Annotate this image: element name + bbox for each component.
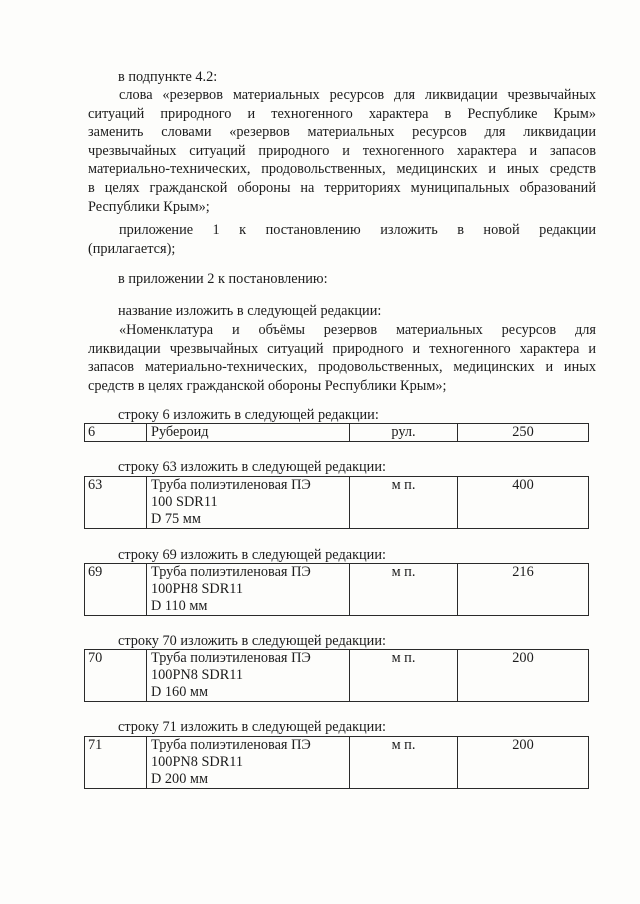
cell-unit: рул.	[350, 424, 458, 442]
text-line: ситуаций природного и техногенного характера в Республике Крым»	[88, 105, 596, 122]
row-caption: строку 69 изложить в следующей редакции:	[118, 547, 386, 563]
replacement-table	[84, 649, 589, 702]
row-caption: строку 71 изложить в следующей редакции:	[118, 719, 386, 735]
replacement-table	[84, 423, 589, 442]
name-line: 100PN8 SDR11	[151, 667, 244, 683]
replacement-table	[84, 476, 589, 529]
text-line: слова «резервов материальных ресурсов для ликвидации чрезвычайных	[119, 87, 596, 103]
table-row	[85, 650, 589, 702]
replacement-table	[84, 736, 589, 789]
name-line: Труба полиэтиленовая ПЭ	[151, 477, 311, 493]
name-line: 100 SDR11	[151, 494, 218, 510]
cell-unit: м п.	[350, 737, 458, 789]
text-line: ликвидации чрезвычайных ситуаций природного и техногенного характера и	[88, 340, 596, 357]
row-caption: строку 70 изложить в следующей редакции:	[118, 633, 386, 649]
name-line: 100PN8 SDR11	[151, 754, 244, 770]
cell-number: 69	[85, 564, 147, 616]
cell-number: 70	[85, 650, 147, 702]
name-line: D 75 мм	[151, 511, 201, 527]
cell-name	[147, 737, 350, 789]
table-row	[85, 477, 589, 529]
replacement-table	[84, 563, 589, 616]
name-line: Труба полиэтиленовая ПЭ	[151, 564, 311, 580]
cell-name	[147, 650, 350, 702]
name-line: Труба полиэтиленовая ПЭ	[151, 737, 311, 753]
text-line: Республики Крым»;	[88, 198, 210, 215]
row-caption: строку 63 изложить в следующей редакции:	[118, 459, 386, 475]
text-line: название изложить в следующей редакции:	[118, 303, 382, 319]
name-line: D 110 мм	[151, 598, 208, 614]
table-row	[85, 737, 589, 789]
cell-quantity: 250	[458, 424, 589, 442]
name-line: D 200 мм	[151, 771, 209, 787]
text-line: приложение 1 к постановлению изложить в новой редакции	[119, 222, 596, 238]
text-line: в приложении 2 к постановлению:	[118, 271, 328, 287]
paragraph-new-title	[88, 321, 596, 395]
row-caption: строку 6 изложить в следующей редакции:	[118, 407, 379, 423]
cell-unit: м п.	[350, 477, 458, 529]
cell-quantity: 400	[458, 477, 589, 529]
text-line: в целях гражданской обороны на территориях муниципальных образований	[88, 179, 596, 196]
paragraph-title-change	[118, 302, 518, 321]
cell-number: 6	[85, 424, 147, 442]
cell-name	[147, 477, 350, 529]
cell-unit: м п.	[350, 650, 458, 702]
text-line: запасов материально-технических, продовольственных, медицинских и иных	[88, 359, 596, 376]
cell-number: 63	[85, 477, 147, 529]
cell-name	[147, 424, 350, 442]
text-line: заменить словами «резервов материальных ресурсов для ликвидации	[88, 124, 596, 141]
name-line: Труба полиэтиленовая ПЭ	[151, 650, 311, 666]
text-line: «Номенклатура и объёмы резервов материальных ресурсов для	[119, 322, 596, 338]
cell-quantity: 200	[458, 650, 589, 702]
paragraph-appendix-1	[88, 221, 596, 258]
name-line: Рубероид	[151, 424, 209, 440]
cell-unit: м п.	[350, 564, 458, 616]
name-line: D 160 мм	[151, 684, 209, 700]
cell-quantity: 216	[458, 564, 589, 616]
cell-name	[147, 564, 350, 616]
cell-number: 71	[85, 737, 147, 789]
paragraph-appendix-2	[118, 270, 518, 289]
table-row	[85, 424, 589, 442]
cell-quantity: 200	[458, 737, 589, 789]
paragraph-subpoint	[118, 68, 418, 87]
text-line: материально-технических, продовольственных, медицинских и иных средств	[88, 161, 596, 178]
text-line: (прилагается);	[88, 240, 176, 257]
text-line: средств в целях гражданской обороны Республики Крым»;	[88, 377, 447, 394]
table-row	[85, 564, 589, 616]
name-line: 100PH8 SDR11	[151, 581, 244, 597]
text-line: в подпункте 4.2:	[118, 69, 218, 85]
text-line: чрезвычайных ситуаций природного и техногенного характера и запасов	[88, 142, 596, 159]
paragraph-words-replace	[88, 86, 596, 216]
